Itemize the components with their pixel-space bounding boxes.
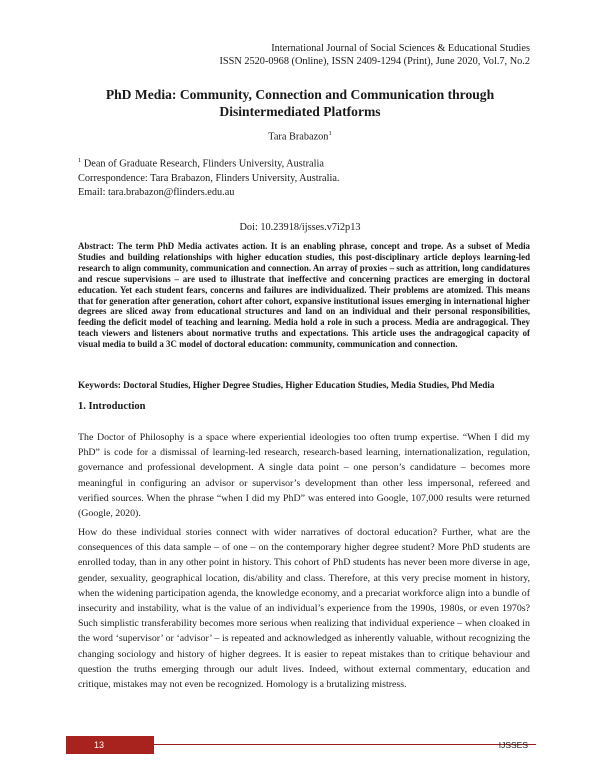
affiliation-superscript: 1 bbox=[78, 157, 82, 164]
footer-journal-abbrev: IJSSES bbox=[498, 740, 528, 750]
author-line bbox=[70, 130, 530, 142]
keywords: Keywords: Doctoral Studies, Higher Degree Studies, Higher Education Studies, Media Studies, Phd Media bbox=[78, 380, 495, 390]
paragraph-2: How do these individual stories connect with wider narratives of doctoral education? Further, what are the consequences of this data sample – of one – on the contemporary higher degree student? More PhD students are enrolled today, than in any other point in history. This cohort of PhD students has never been more diverse in age, gender, sexuality, geographical location, dis/ability and class. Therefore, at this very precise moment in history, when the widening participation agenda, the knowledge economy, and a precariat workforce align into a bundle of insecurity and instability, what is the value of an individual’s experience from the 1990s, 1980s, or even 1970s? Such simplistic transferability becomes more serious when realizing that individual experience – when cloaked in the word ‘supervisor’ or ‘advisor’ – is repeated and acknowledged as inherently valuable, without recognizing the changing sociology and history of higher degrees. It is easier to repeat mistakes than to critique behaviour and question the truths emerging through our adult lives. Indeed, without external commentary, education and critique, mistakes may not even be recognized. Homology is a brutalizing mistress. bbox=[78, 527, 530, 691]
author-superscript: 1 bbox=[328, 130, 332, 137]
abstract: Abstract: The term PhD Media activates action. It is an enabling phrase, concept and trope. As a subset of Media Studies and building relationships with higher education studies, this post-disciplinary article deploys learning-led research to align community, communication and connection. An array of proxies – such as attrition, long candidatures and rescue supervisions – are used to illustrate that ineffective and concerning practices are emerging in doctoral education. Yet each student fears, concerns and failures are individualized. Their problems are atomized. This means that for generation after generation, cohort after cohort, expansive institutional issues emerging in international higher degrees are sliced away from educational structures and land on an individual and their personal responsibilities, feeding the deficit model of teaching and learning. Media hold a role in such a process. Media are andragogical. They teach viewers and listeners about normative truths and expectations. This article uses the andragogical capacity of visual media to build a 3C model of doctoral education: community, communication and connection. bbox=[78, 241, 530, 350]
issn-line: ISSN 2520-0968 (Online), ISSN 2409-1294 (Print), June 2020, Vol.7, No.2 bbox=[219, 56, 530, 67]
section-heading: 1. Introduction bbox=[78, 401, 146, 412]
article-title bbox=[70, 86, 530, 120]
title-line-1: PhD Media: Community, Connection and Communication through bbox=[105, 87, 495, 102]
page-number: 13 bbox=[66, 736, 154, 754]
correspondence: Correspondence: Tara Brabazon, Flinders University, Australia. bbox=[78, 172, 340, 184]
journal-header bbox=[219, 42, 530, 68]
journal-name: International Journal of Social Sciences & Educational Studies bbox=[271, 43, 530, 54]
affiliations bbox=[78, 154, 340, 201]
paragraph-1: The Doctor of Philosophy is a space where experiential ideologies too often trump expertise. “When I did my PhD” is code for a dismissal of learning-led research, research-based learning, internationalization, regulation, governance and professional development. A single data point – one person’s candidature – becomes more meaningful in configuring an advisor or supervisor’s development than other less impersonal, refereed and verified sources. When the phrase “when I did my PhD” was entered into Google, 107,000 results were returned (Google, 2020). bbox=[78, 432, 530, 520]
doi[interactable]: Doi: 10.23918/ijsses.v7i2p13 bbox=[239, 222, 361, 233]
affiliation-text: Dean of Graduate Research, Flinders University, Australia bbox=[81, 158, 324, 170]
title-line-2: Disintermediated Platforms bbox=[219, 104, 381, 119]
email[interactable]: Email: tara.brabazon@flinders.edu.au bbox=[78, 187, 235, 199]
author-name: Tara Brabazon bbox=[268, 131, 329, 143]
affiliation bbox=[78, 154, 340, 172]
